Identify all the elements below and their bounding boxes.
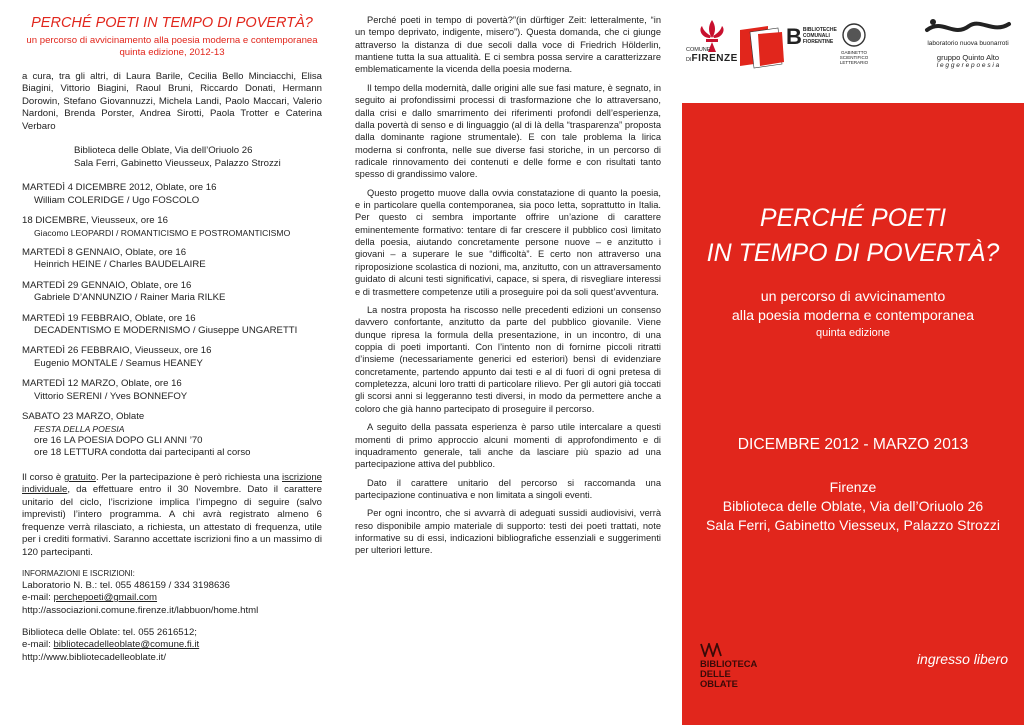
oblate-logo-text: OBLATE — [700, 677, 738, 689]
event-topic: DECADENTISMO E MODERNISMO / Giuseppe UNGARETTI — [34, 325, 298, 337]
venue-block — [22, 145, 322, 170]
info-email-row — [22, 592, 322, 604]
cover-subtitle-line: un percorso di avvicinamento — [760, 289, 946, 305]
info-lab: Laboratorio N. B.: tel. 055 486159 / 334 3198636 — [22, 579, 231, 591]
event-topic: ore 18 LETTURA condotta dai partecipanti al corso — [34, 447, 251, 459]
lab-text: laboratorio nuova buonarroti — [927, 40, 1009, 47]
notes-text: , da effettuare entro il 30 Novembre. Dato il carattere unitario del ciclo, l’iscrizione implica l’impegno di seguire (salvo imprevisti) l’intero programma. A chi avrà registrato almeno 6 frequenze verrà rilasciato, a richiesta, un attestato di frequenza, utile per i crediti formativi. Saranno accettate iscrizioni fino a un massimo di 120 partecipanti. — [22, 484, 322, 558]
event-item — [22, 313, 322, 338]
logo-text: DI — [686, 56, 692, 63]
cover-subtitle — [682, 288, 1024, 340]
event-item — [22, 182, 322, 207]
left-edition: quinta edizione, 2012-13 — [119, 46, 225, 58]
oblate-contact — [22, 627, 322, 664]
logo-text: SCIENTIFICO — [839, 55, 869, 61]
event-item — [22, 378, 322, 403]
event-date: MARTEDÌ 29 GENNAIO, Oblate, ore 16 — [22, 279, 192, 291]
seal-icon — [841, 22, 867, 48]
oblate-email-label: e-mail: — [22, 639, 54, 651]
body-paragraph: Dato il carattere unitario del percorso si raccomanda una partecipazione continuativa e non limitata a singoli eventi. — [355, 477, 661, 500]
event-item — [22, 215, 322, 239]
oblate-logo-text: DELLE — [700, 667, 731, 679]
info-email-link[interactable]: perchepoeti@gmail.com — [53, 592, 158, 604]
logos-row — [682, 16, 1024, 100]
cover-panel — [682, 103, 1024, 725]
body-paragraph: A seguito della passata esperienza è parso utile intercalare a questi momenti di primo approccio alcuni momenti di approfondimento e di inquadramento generale, tali anche da lasciare più spazio ad una partecipazione attiva del pubblico. — [355, 422, 661, 470]
event-date: MARTEDÌ 4 DICEMBRE 2012, Oblate, ore 16 — [22, 182, 217, 194]
venue-line-1: Biblioteca delle Oblate, Via dell’Oriuolo 26 — [74, 145, 253, 157]
events-list — [22, 182, 322, 460]
notes-text: . Per la partecipazione è però richiesta una — [95, 471, 283, 483]
oblate-email-link[interactable]: bibliotecadelleoblate@comune.fi.it — [53, 639, 200, 651]
event-date: 18 DICEMBRE, Vieusseux, ore 16 — [22, 215, 168, 227]
event-topic: Gabriele D’ANNUNZIO / Rainer Maria RILKE — [34, 292, 226, 304]
cover-place — [682, 478, 1024, 535]
cover-title — [682, 201, 1024, 271]
event-date: MARTEDÌ 19 FEBBRAIO, Oblate, ore 16 — [22, 312, 196, 324]
event-item — [22, 345, 322, 370]
comune-firenze-text — [686, 48, 738, 64]
cover-place-line: Sala Ferri, Gabinetto Viesseux, Palazzo Strozzi — [706, 517, 1000, 534]
event-date: MARTEDÌ 12 MARZO, Oblate, ore 16 — [22, 378, 182, 390]
cover-place-line: Biblioteca delle Oblate, Via dell’Oriuolo 26 — [722, 498, 984, 515]
notes-registration: iscrizione individuale — [22, 471, 323, 496]
info-block — [22, 569, 322, 617]
oblate-logo — [700, 643, 760, 711]
event-topic: William COLERIDGE / Ugo FOSCOLO — [34, 194, 200, 206]
notes-text: Il corso è — [22, 471, 64, 483]
oblate-url-link[interactable]: http://www.bibliotecadelleoblate.it/ — [22, 651, 166, 663]
left-column — [22, 14, 322, 664]
logo-text: GABINETTO — [841, 50, 867, 55]
vieusseux-logo — [834, 22, 874, 66]
oblate-mark-icon — [700, 643, 722, 657]
cover-subtitle-line: alla poesia moderna e contemporanea — [731, 307, 975, 324]
event-date: MARTEDÌ 26 FEBBRAIO, Vieusseux, ore 16 — [22, 345, 212, 357]
event-item — [22, 247, 322, 272]
body-paragraph: Il tempo della modernità, dalle origini alle sue fasi mature, è segnato, in seguito ai profondissimi processi di trasformazione che lo attraversano, dalla crisi e dallo smarrimento dei riferimenti profondi dell’esperienza, dalla povertà di senso e di linguaggio (al di là della “trasparenza” proposta dalla dominante ragione strumentale). E con tale problema la lirica moderna si confronta, nelle sue diverse fasi storiche, in un percorso di radicale rinnovamento dei contenuti e delle forme e con risultati tanto spesso di grandissimo valore. — [355, 82, 661, 180]
body-paragraph: La nostra proposta ha riscosso nelle precedenti edizioni un consenso davvero confortante, anzitutto da parte del pubblico giovanile. Viene dunque ripresa la formula della presentazione, in un incontro, di una coppia di poeti importanti. Con l’intento non di fornirne piccoli ritratti d’insieme (necessariamente generici ed esteriori) bensì di evidenziare concretamente, partendo appunto dai testi e al di fuori di ogni pretesa di completezza, alcuni loro tratti di particolare rilievo. Per gli autori già toccati gli scorsi anni si leggeranno testi diversi, in modo da permettere anche a coloro che già hanno partecipato di proseguire il percorso. — [355, 304, 661, 414]
biblioteche-logo — [786, 24, 837, 49]
middle-column — [355, 14, 661, 563]
course-notes — [22, 472, 322, 559]
vieusseux-text — [834, 50, 874, 66]
lab-logo — [914, 16, 1022, 69]
body-paragraph: Perché poeti in tempo di povertà?”(in dürftiger Zeit: letteralmente, “in un tempo deprivato, indigente, misero”). Questa domanda, che ci giunge attraverso la distanza di due secoli dalla voce di Friedrich Hölderlin, mantiene tutta la sua attualità. E ci sembra possa servire a caratterizzare emblematicamente la vicenda della poesia moderna. — [355, 15, 661, 75]
venue-line-2: Sala Ferri, Gabinetto Vieusseux, Palazzo Strozzi — [74, 157, 281, 169]
free-entry: ingresso libero — [916, 651, 1008, 667]
left-subtitle — [22, 35, 322, 59]
logo-text: LETTERARIO — [839, 60, 869, 66]
event-topic: Heinrich HEINE / Charles BAUDELAIRE — [34, 259, 206, 271]
cover-city: Firenze — [829, 479, 877, 495]
info-email-label: e-mail: — [22, 592, 54, 604]
left-title: PERCHÉ POETI IN TEMPO DI POVERTÀ? — [31, 15, 313, 31]
biblioteche-text: BIBLIOTECHE COMUNALI FIORENTINE — [802, 27, 837, 45]
body-paragraph: Per ogni incontro, che si avvarrà di adeguati sussidi audiovisivi, verrà reso disponibile ampio materiale di supporto: testi dei poeti trattati, note informative su di essi, indicazioni bibliografiche essenziali e suggerimenti per ulteriori letture. — [355, 508, 661, 556]
event-date: SABATO 23 MARZO, Oblate — [22, 411, 145, 423]
event-topic: Eugenio MONTALE / Seamus HEANEY — [34, 357, 203, 369]
logo-text: COMUNE — [686, 47, 711, 53]
oblate-email-row — [22, 639, 322, 651]
quinto-alto-text: gruppo Quinto Alto — [936, 53, 1000, 62]
biblioteche-mark — [786, 24, 837, 49]
info-url-link[interactable]: http://associazioni.comune.firenze.it/labbuon/home.html — [22, 604, 259, 616]
event-item — [22, 280, 322, 305]
event-label: FESTA DELLA POESIA — [34, 423, 125, 434]
cover-title-line: PERCHÉ POETI — [759, 204, 947, 232]
body-paragraph: Questo progetto muove dalla ovvia constatazione di quanto la poesia, e in particolare quella contemporanea, sia poco letta, soprattutto in Italia. Per questo ci sembra importante offrire un’azione di carattere eminentemente formativo: tentare di far crescere il pubblico così limitato della poesia, aiutando concretamente persone nuove – e anzitutto i giovani – a superare le sue “difficoltà”. E certo non attraverso una riproposizione scolastica di nozioni, ma, anzitutto, con un attraversamento guidato di alcuni testi significativi, capace, si spera, di risvegliare interessi e di trasmettere competenze utili a proseguire poi da soli quest’avventura. — [355, 187, 661, 297]
cover-edition: quinta edizione — [815, 326, 890, 339]
cover-title-line: IN TEMPO DI POVERTÀ? — [706, 239, 1000, 267]
comune-firenze-logo — [686, 18, 738, 64]
oblate-logo-text: BIBLIOTECA — [700, 657, 758, 669]
b-letter-icon: B — [786, 24, 802, 49]
event-item-final — [22, 411, 322, 460]
event-date: MARTEDÌ 8 GENNAIO, Oblate, ore 16 — [22, 246, 187, 258]
book-icon — [738, 24, 786, 70]
oblate-tel: Biblioteca delle Oblate: tel. 055 2616512; — [22, 627, 197, 639]
event-topic: Giacomo LEOPARDI / ROMANTICISMO E POSTROMANTICISMO — [34, 227, 291, 238]
info-heading: INFORMAZIONI E ISCRIZIONI: — [22, 569, 135, 579]
leggere-poesia-text: l e g g e r e p o e s i a — [936, 62, 1000, 69]
logo-text: FIRENZE — [691, 52, 738, 64]
notes-free: gratuito — [63, 471, 96, 483]
cover-dates: DICEMBRE 2012 - MARZO 2013 — [737, 436, 969, 453]
event-topic: Vittorio SERENI / Yves BONNEFOY — [34, 390, 188, 402]
left-subtitle-line: un percorso di avvicinamento alla poesia moderna e contemporanea — [26, 34, 318, 46]
book-logo — [738, 24, 786, 72]
wave-icon — [923, 16, 1013, 38]
event-topic: ore 16 LA POESIA DOPO GLI ANNI ’70 — [34, 435, 203, 446]
authors-paragraph: a cura, tra gli altri, di Laura Barile, Cecilia Bello Minciacchi, Elisa Biagini, Vittorio Biagini, Raoul Bruni, Riccardo Donati, Hermann Dorowin, Stefano Giovannuzzi, Michela Landi, Paolo Maccari, Valerio Nardoni, Brenda Porster, Andrea Sirotti, Paola Trotter e Caterina Verbaro — [22, 70, 322, 132]
